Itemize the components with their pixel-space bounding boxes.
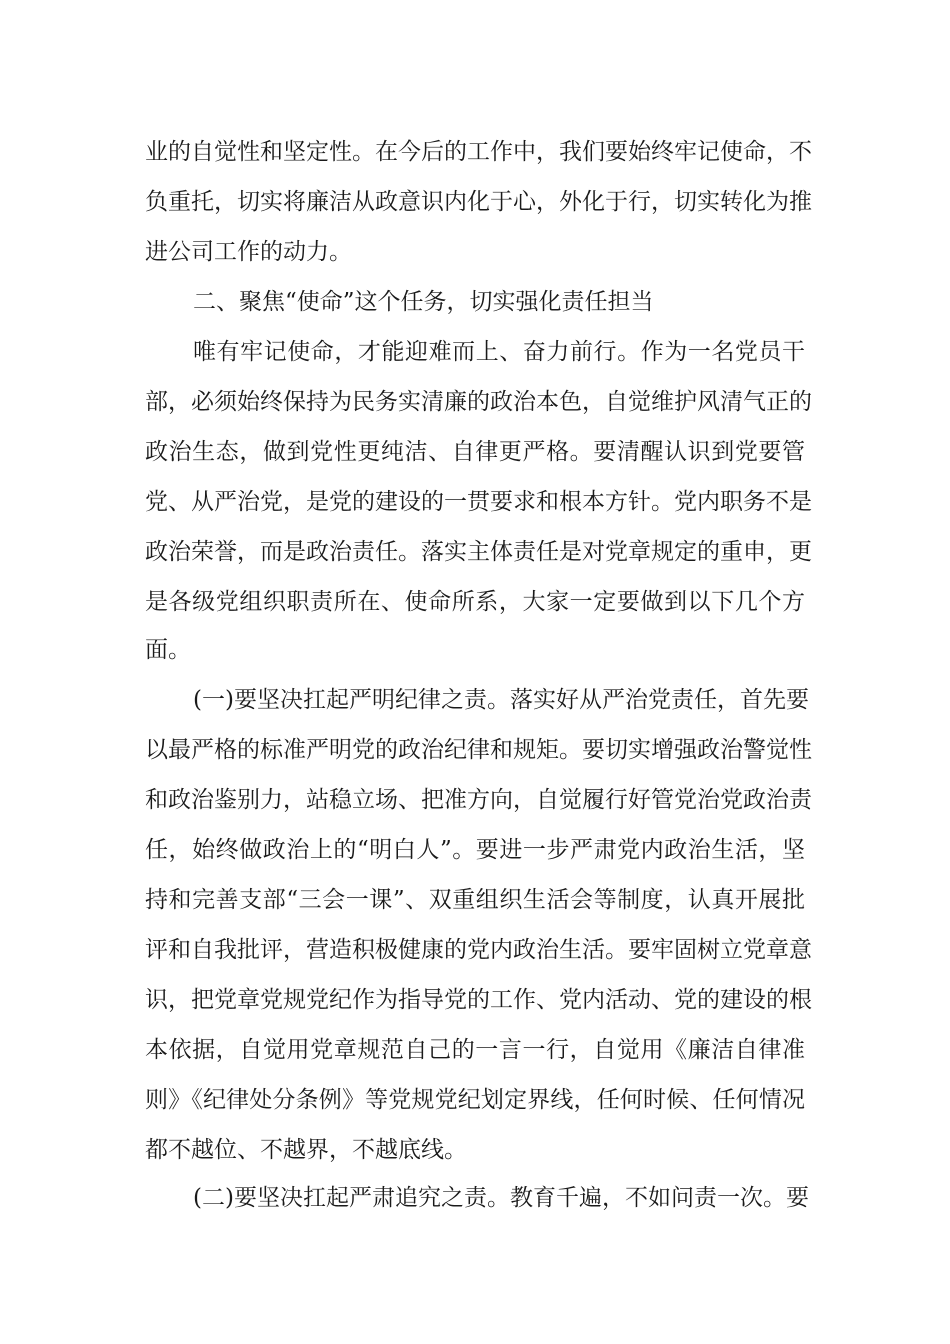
text-line: 部，必须始终保持为民务实清廉的政治本色，自觉维护风清气正的 — [145, 389, 812, 415]
subsection-line: (二)要坚决扛起严肃追究之责。教育千遍，不如问责一次。要 — [193, 1185, 809, 1211]
text-line: 任，始终做政治上的“明白人”。要进一步严肃党内政治生活，坚 — [145, 837, 805, 863]
text-line: 政治生态，做到党性更纯洁、自律更严格。要清醒认识到党要管 — [145, 439, 805, 465]
text-line: 唯有牢记使命，才能迎难而上、奋力前行。作为一名党员干 — [193, 339, 805, 365]
text-line: 负重托，切实将廉洁从政意识内化于心，外化于行，切实转化为推 — [145, 189, 812, 215]
text-line: 政治荣誉，而是政治责任。落实主体责任是对党章规定的重申，更 — [145, 539, 812, 565]
text-line: 评和自我批评，营造积极健康的党内政治生活。要牢固树立党章意 — [145, 937, 812, 963]
text-line: 则》《纪律处分条例》等党规党纪划定界线，任何时候、任何情况 — [145, 1087, 805, 1113]
text-line: 以最严格的标准严明党的政治纪律和规矩。要切实增强政治警觉性 — [145, 737, 812, 763]
text-line: 识，把党章党规党纪作为指导党的工作、党内活动、党的建设的根 — [145, 987, 812, 1013]
text-line: 进公司工作的动力。 — [145, 239, 352, 265]
text-line: 本依据，自觉用党章规范自己的一言一行，自觉用《廉洁自律准 — [145, 1037, 805, 1063]
text-line: 是各级党组织职责所在、使命所系，大家一定要做到以下几个方 — [145, 589, 805, 615]
text-line: 持和完善支部“三会一课”、双重组织生活会等制度，认真开展批 — [145, 887, 805, 913]
text-line: 和政治鉴别力，站稳立场、把准方向，自觉履行好管党治党政治责 — [145, 787, 812, 813]
text-line: 面。 — [145, 637, 191, 663]
section-heading: 二、聚焦“使命”这个任务，切实强化责任担当 — [193, 289, 654, 315]
subsection-line: (一)要坚决扛起严明纪律之责。落实好从严治党责任，首先要 — [193, 687, 809, 713]
text-line: 业的自觉性和坚定性。在今后的工作中，我们要始终牢记使命，不 — [145, 139, 812, 165]
text-line: 党、从严治党，是党的建设的一贯要求和根本方针。党内职务不是 — [145, 489, 812, 515]
text-line: 都不越位、不越界，不越底线。 — [145, 1137, 467, 1163]
